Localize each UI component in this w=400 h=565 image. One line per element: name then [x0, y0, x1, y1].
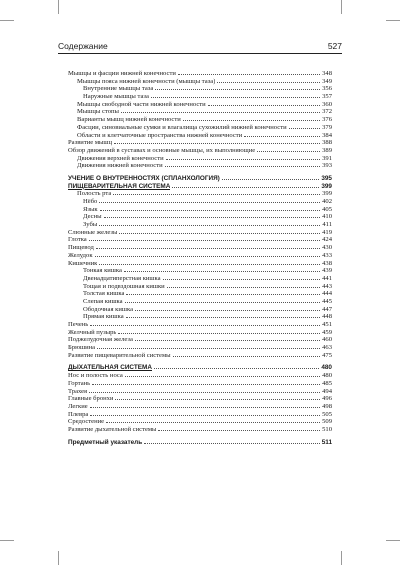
toc-entry-title: Трахея: [68, 387, 88, 395]
toc-entry-page: 448: [322, 313, 332, 321]
toc-entry-title: Желчный пузырь: [68, 328, 117, 336]
crop-mark: [0, 540, 14, 541]
toc-entry[interactable]: [68, 267, 332, 275]
toc-entry-title: УЧЕНИЕ О ВНУТРЕННОСТЯХ (СПЛАНХОЛОГИЯ): [68, 174, 220, 182]
dot-leader: [125, 302, 321, 303]
dot-leader: [119, 233, 320, 234]
toc-entry-title: Десны: [83, 213, 102, 221]
toc-entry-page: 444: [322, 290, 332, 298]
dot-leader: [99, 264, 320, 265]
toc-entry-title: Кишечник: [68, 259, 98, 267]
toc-entry-page: 360: [322, 100, 332, 108]
toc-entry-title: Мышцы свободной части нижней конечности: [77, 100, 206, 108]
toc-entry-title: Плевра: [68, 410, 89, 418]
toc-entry-page: 348: [322, 70, 332, 77]
toc-entry-title: Поджелудочная железа: [68, 336, 133, 344]
toc-entry-page: 494: [322, 387, 332, 395]
toc-entry-title: Области и клетчаточные пространства нижней конечности: [77, 131, 243, 139]
toc-entry-title: Зубы: [83, 221, 98, 229]
header-rule: [58, 53, 342, 54]
toc-entry[interactable]: [68, 372, 332, 380]
toc-entry-title: Пищевод: [68, 244, 94, 252]
toc-entry-page: 391: [322, 154, 332, 162]
toc-entry[interactable]: [68, 147, 332, 155]
dot-leader: [96, 248, 320, 249]
toc-entry-page: 475: [322, 351, 332, 359]
dot-leader: [114, 143, 320, 144]
toc-entry-title: Брюшина: [68, 344, 96, 352]
toc-entry-page: 357: [322, 93, 332, 101]
toc-entry-title: Полость рта: [77, 190, 112, 198]
toc-entry[interactable]: [68, 85, 332, 93]
toc-entry-page: 480: [322, 372, 332, 380]
dot-leader: [90, 325, 320, 326]
toc-entry-title: Легкие: [68, 402, 88, 410]
toc-entry[interactable]: [68, 439, 332, 447]
toc-entry[interactable]: [68, 162, 332, 170]
dot-leader: [154, 368, 319, 369]
dot-leader: [217, 82, 320, 83]
toc-entry-page: 509: [322, 418, 332, 426]
toc-entry[interactable]: [68, 101, 332, 109]
table-of-contents: [68, 70, 332, 446]
toc-entry-title: Нёбо: [83, 198, 98, 205]
toc-entry-title: Главные бронхи: [68, 395, 114, 403]
crop-mark: [58, 0, 59, 14]
toc-entry[interactable]: [68, 336, 332, 344]
toc-entry[interactable]: [68, 290, 332, 298]
dot-leader: [126, 294, 320, 295]
toc-entry-page: 447: [322, 305, 332, 313]
toc-entry-title: Язык: [83, 205, 98, 213]
toc-entry-page: 430: [322, 244, 332, 252]
dot-leader: [222, 179, 320, 180]
toc-entry[interactable]: [68, 132, 332, 140]
crop-mark: [58, 551, 59, 565]
toc-entry[interactable]: [68, 313, 332, 321]
toc-entry-page: 485: [322, 379, 332, 387]
toc-entry-page: 399: [322, 190, 332, 198]
toc-entry-title: Движения нижней конечности: [77, 162, 163, 170]
toc-entry-title: Развитие дыхательной системы: [68, 425, 157, 433]
toc-entry-page: 402: [322, 198, 332, 205]
toc-entry-title: Двенадцатиперстная кишка: [83, 274, 161, 282]
toc-entry-page: 451: [322, 321, 332, 328]
toc-entry-page: 445: [322, 297, 332, 305]
toc-entry[interactable]: [68, 221, 332, 229]
toc-entry-title: Слюнные железы: [68, 228, 118, 236]
dot-leader: [113, 194, 320, 195]
toc-entry[interactable]: [68, 411, 332, 419]
toc-entry-title: Толстая кишка: [83, 290, 125, 298]
toc-entry-title: Глотка: [68, 236, 87, 244]
dot-leader: [99, 225, 320, 226]
toc-entry-title: ДЫХАТЕЛЬНАЯ СИСТЕМА: [68, 364, 152, 372]
dot-leader: [115, 399, 320, 400]
toc-entry[interactable]: [68, 329, 332, 337]
toc-entry[interactable]: [68, 275, 332, 283]
toc-entry-title: Нос и полость носа: [68, 372, 123, 380]
crop-mark: [341, 0, 342, 14]
toc-entry[interactable]: [68, 380, 332, 388]
toc-entry[interactable]: [68, 321, 332, 329]
toc-entry-page: 405: [322, 205, 332, 213]
toc-entry-page: 498: [322, 402, 332, 410]
toc-entry-page: 356: [322, 85, 332, 93]
toc-entry-page: 419: [322, 228, 332, 236]
dot-leader: [244, 136, 320, 137]
toc-entry-page: 505: [322, 410, 332, 418]
toc-entry[interactable]: [68, 306, 332, 314]
dot-leader: [165, 166, 320, 167]
toc-entry[interactable]: [68, 229, 332, 237]
toc-entry-title: ПИЩЕВАРИТЕЛЬНАЯ СИСТЕМА: [68, 182, 171, 190]
toc-entry-page: 372: [322, 108, 332, 116]
toc-entry[interactable]: [68, 352, 332, 360]
toc-entry-page: 438: [322, 259, 332, 267]
crop-mark: [0, 20, 14, 21]
toc-entry[interactable]: [68, 93, 332, 101]
toc-entry-page: 349: [322, 77, 332, 85]
toc-entry[interactable]: [68, 260, 332, 268]
dot-leader: [155, 89, 320, 90]
toc-entry-title: Гортань: [68, 379, 91, 387]
dot-leader: [124, 271, 320, 272]
toc-entry-title: Слепая кишка: [83, 297, 123, 305]
toc-entry[interactable]: [68, 244, 332, 252]
toc-entry[interactable]: [68, 70, 332, 78]
toc-entry-title: Движения верхней конечности: [77, 154, 164, 162]
toc-entry-title: Мышцы пояса нижней конечности (мышцы таза): [77, 77, 216, 85]
toc-entry[interactable]: [68, 426, 332, 434]
toc-entry-page: 511: [321, 438, 332, 446]
toc-entry-title: Развитие мышц: [68, 139, 113, 147]
dot-leader: [178, 74, 320, 75]
dot-leader: [135, 310, 320, 311]
toc-entry[interactable]: [68, 364, 332, 372]
toc-entry-page: 389: [322, 146, 332, 154]
dot-leader: [135, 340, 320, 341]
dot-leader: [257, 151, 320, 152]
dot-leader: [106, 422, 320, 423]
toc-entry-page: 424: [322, 236, 332, 244]
dot-leader: [151, 97, 320, 98]
toc-entry[interactable]: [68, 388, 332, 396]
toc-entry-title: Тощая и подвздошная кишки: [83, 282, 165, 290]
toc-entry-page: 376: [322, 116, 332, 124]
toc-entry-page: 388: [322, 139, 332, 147]
toc-entry[interactable]: [68, 175, 332, 183]
toc-entry-page: 399: [321, 182, 332, 190]
header-page-number: 527: [327, 41, 342, 51]
toc-entry[interactable]: [68, 183, 332, 191]
dot-leader: [158, 430, 320, 431]
toc-entry-page: 480: [321, 364, 332, 372]
dot-leader: [125, 376, 320, 377]
crop-mark: [386, 540, 400, 541]
toc-entry-page: 395: [321, 174, 332, 182]
dot-leader: [90, 407, 320, 408]
dot-leader: [95, 256, 321, 257]
dot-leader: [90, 415, 320, 416]
toc-entry[interactable]: [68, 190, 332, 198]
dot-leader: [118, 333, 320, 334]
toc-entry-title: Мышцы и фасции нижней конечности: [68, 70, 176, 77]
toc-entry[interactable]: [68, 344, 332, 352]
toc-entry-page: 460: [322, 336, 332, 344]
toc-entry-title: Варианты мышц нижней конечности: [77, 116, 181, 124]
toc-entry-page: 441: [322, 274, 332, 282]
toc-entry-title: Предметный указатель: [68, 438, 143, 446]
toc-entry[interactable]: [68, 108, 332, 116]
dot-leader: [166, 159, 321, 160]
toc-entry-title: Желудок: [68, 251, 93, 259]
toc-entry-page: 384: [322, 131, 332, 139]
dot-leader: [126, 317, 320, 318]
dot-leader: [208, 105, 320, 106]
toc-entry[interactable]: [68, 124, 332, 132]
toc-entry-page: 379: [322, 123, 332, 131]
toc-entry-title: Печень: [68, 321, 89, 328]
dot-leader: [144, 443, 320, 444]
toc-entry-page: 439: [322, 267, 332, 275]
toc-entry[interactable]: [68, 236, 332, 244]
toc-entry-page: 393: [322, 162, 332, 170]
toc-entry-page: 433: [322, 251, 332, 259]
toc-entry-title: Внутренние мышцы таза: [83, 85, 154, 93]
toc-entry[interactable]: [68, 395, 332, 403]
toc-entry-page: 510: [322, 425, 332, 433]
toc-entry[interactable]: [68, 403, 332, 411]
toc-entry-page: 496: [322, 395, 332, 403]
dot-leader: [289, 128, 321, 129]
toc-entry[interactable]: [68, 283, 332, 291]
toc-entry[interactable]: [68, 139, 332, 147]
dot-leader: [89, 240, 320, 241]
toc-entry-title: Фасции, синовиальные сумки и влагалища сухожилий нижней конечности: [77, 123, 287, 131]
dot-leader: [121, 112, 320, 113]
toc-entry[interactable]: [68, 116, 332, 124]
toc-entry-title: Обзор движений в суставах и основные мышцы, их выполняющие: [68, 146, 256, 154]
toc-entry-title: Тонкая кишка: [83, 267, 122, 275]
toc-entry-page: 411: [322, 221, 332, 229]
dot-leader: [100, 210, 320, 211]
toc-entry[interactable]: [68, 78, 332, 86]
dot-leader: [89, 392, 320, 393]
dot-leader: [183, 120, 320, 121]
toc-entry[interactable]: [68, 198, 332, 206]
dot-leader: [97, 348, 320, 349]
dot-leader: [163, 279, 321, 280]
toc-entry[interactable]: [68, 206, 332, 214]
toc-entry-title: Развитие пищеварительной системы: [68, 351, 171, 359]
toc-entry[interactable]: [68, 155, 332, 163]
toc-entry-title: Наружные мышцы таза: [83, 93, 149, 101]
toc-entry[interactable]: [68, 298, 332, 306]
crop-mark: [341, 551, 342, 565]
header-title: Содержание: [58, 41, 108, 51]
dot-leader: [99, 202, 320, 203]
toc-entry[interactable]: [68, 213, 332, 221]
crop-mark: [386, 20, 400, 21]
running-header: [58, 38, 342, 54]
toc-entry-title: Ободочная кишка: [83, 305, 133, 313]
dot-leader: [92, 384, 320, 385]
toc-entry-title: Прямая кишка: [83, 313, 124, 321]
dot-leader: [172, 187, 319, 188]
toc-entry-page: 459: [322, 328, 332, 336]
toc-entry[interactable]: [68, 418, 332, 426]
toc-entry-title: Мышцы стопы: [77, 108, 119, 116]
toc-entry-page: 463: [322, 344, 332, 352]
toc-entry-page: 410: [322, 213, 332, 221]
dot-leader: [173, 356, 321, 357]
toc-entry[interactable]: [68, 252, 332, 260]
toc-entry-page: 443: [322, 282, 332, 290]
dot-leader: [167, 287, 320, 288]
dot-leader: [104, 217, 321, 218]
toc-entry-title: Средостение: [68, 418, 105, 426]
